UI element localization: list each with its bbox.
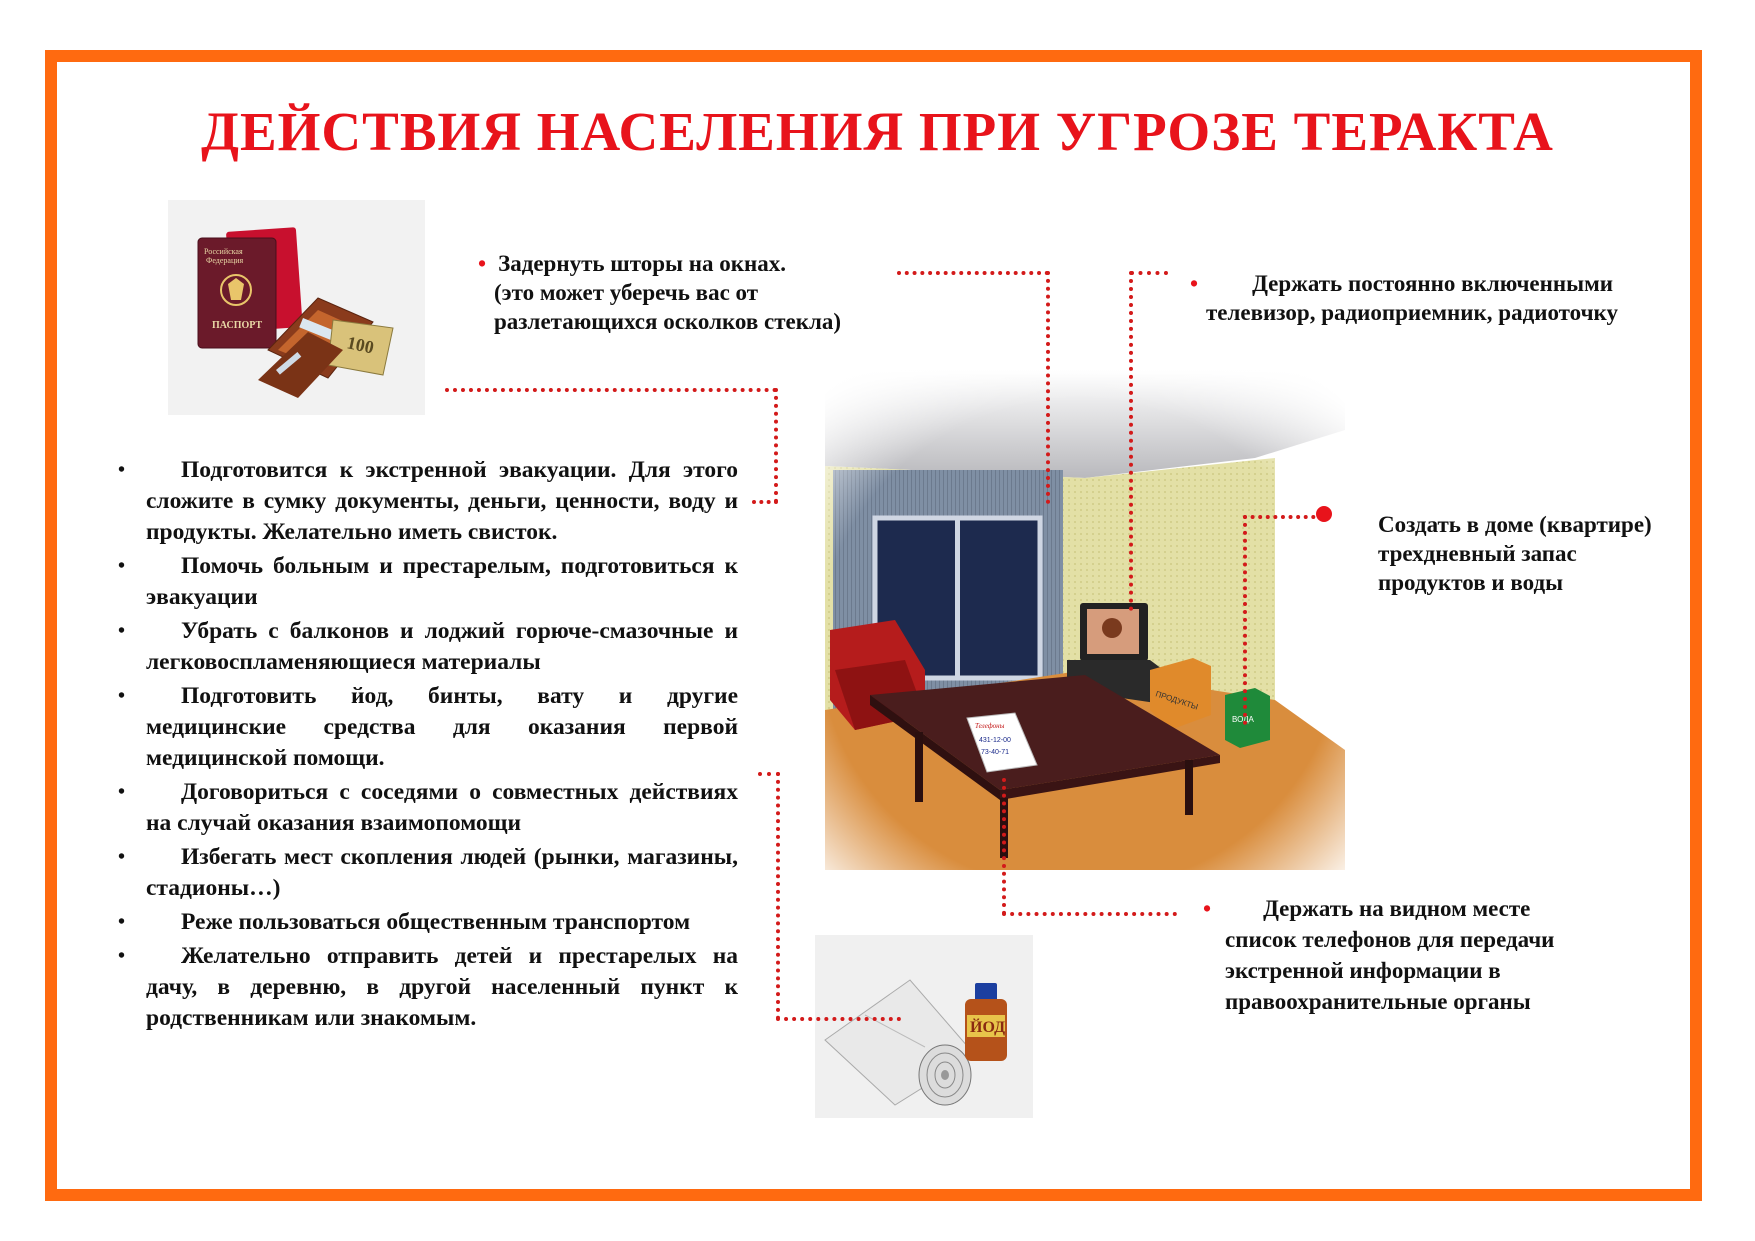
passport-text-1: Российская [204,247,243,256]
note-supply-line1: Создать в доме (квартире) [1378,512,1652,537]
connector-curtains [897,271,1049,275]
list-item: • Убрать с балконов и лоджий горюче-смазочные и легковоспламеняющиеся материалы [118,616,738,678]
note-supply-line3: продуктов и воды [1378,570,1564,595]
room-image [815,370,1345,870]
note-tv-bullet: • [1190,271,1199,296]
list-item: • Помочь больным и престарелым, подготовиться к эвакуации [118,551,738,613]
list-item: • Подготовить йод, бинты, вату и другие медицинские средства для оказания первой медицинской помощи. [118,681,738,774]
list-item: • Реже пользоваться общественным транспортом [118,907,738,938]
connector-supply [1243,515,1323,519]
passport-text-2: Федерация [206,256,244,265]
supply-dot [1316,506,1332,522]
note-supply [1378,510,1698,597]
note-phones [1203,893,1643,1017]
connector-documents [445,388,777,392]
note-curtains-line3: разлетающихся осколков стекла) [494,309,842,334]
connector-documents-vertical [774,388,778,503]
list-item: • Желательно отправить детей и престарелых на дачу, в деревню, в другой населенный пункт к родственникам или знакомым. [118,941,738,1034]
connector-tv [1130,271,1168,275]
passport-label: ПАСПОРТ [212,320,263,331]
note-tv [1190,269,1690,327]
connector-documents-end [752,500,778,504]
connector-phones-vertical [1002,778,1006,915]
note-phones-line3: экстренной информации в [1225,958,1501,983]
note-tv-line2: телевизор, радиоприемник, радиоточку [1206,300,1618,325]
connector-firstaid-vertical [776,772,780,1020]
note-phones-bullet: • [1203,896,1212,921]
list-item: • Договориться с соседями о совместных действиях на случай оказания взаимопомощи [118,777,738,839]
connector-tv-vertical [1129,271,1133,611]
note-phones-line4: правоохранительные органы [1225,989,1531,1014]
note-curtains-bullet: • [478,251,487,276]
first-aid-image [815,935,1033,1118]
note-tv-line1: Держать постоянно включенными [1252,271,1614,296]
page-title: ДЕЙСТВИЯ НАСЕЛЕНИЯ ПРИ УГРОЗЕ ТЕРАКТА [201,101,1554,162]
note-phones-line1: Держать на видном месте [1263,896,1531,921]
list-item: • Подготовится к экстренной эвакуации. Для этого сложите в сумку документы, деньги, ценности, воду и продукты. Желательно иметь свисток. [118,455,738,548]
list-item: • Избегать мест скопления людей (рынки, магазины, стадионы…) [118,842,738,904]
connector-firstaid-end [776,1017,901,1021]
iodine-label: ЙОД [970,1019,1006,1036]
connector-phones [1002,912,1177,916]
note-phones-line2: список телефонов для передачи [1225,927,1555,952]
note-curtains [478,249,898,336]
note-supply-line2: трехдневный запас [1378,541,1577,566]
connector-curtains-vertical [1046,271,1050,504]
banknote-value: 100 [345,332,376,358]
note-curtains-line2: (это может уберечь вас от [494,280,759,305]
actions-list [118,455,738,1037]
documents-money-image [168,200,425,415]
connector-supply-vertical [1243,515,1247,725]
note-curtains-line1: Задернуть шторы на окнах. [498,251,786,276]
